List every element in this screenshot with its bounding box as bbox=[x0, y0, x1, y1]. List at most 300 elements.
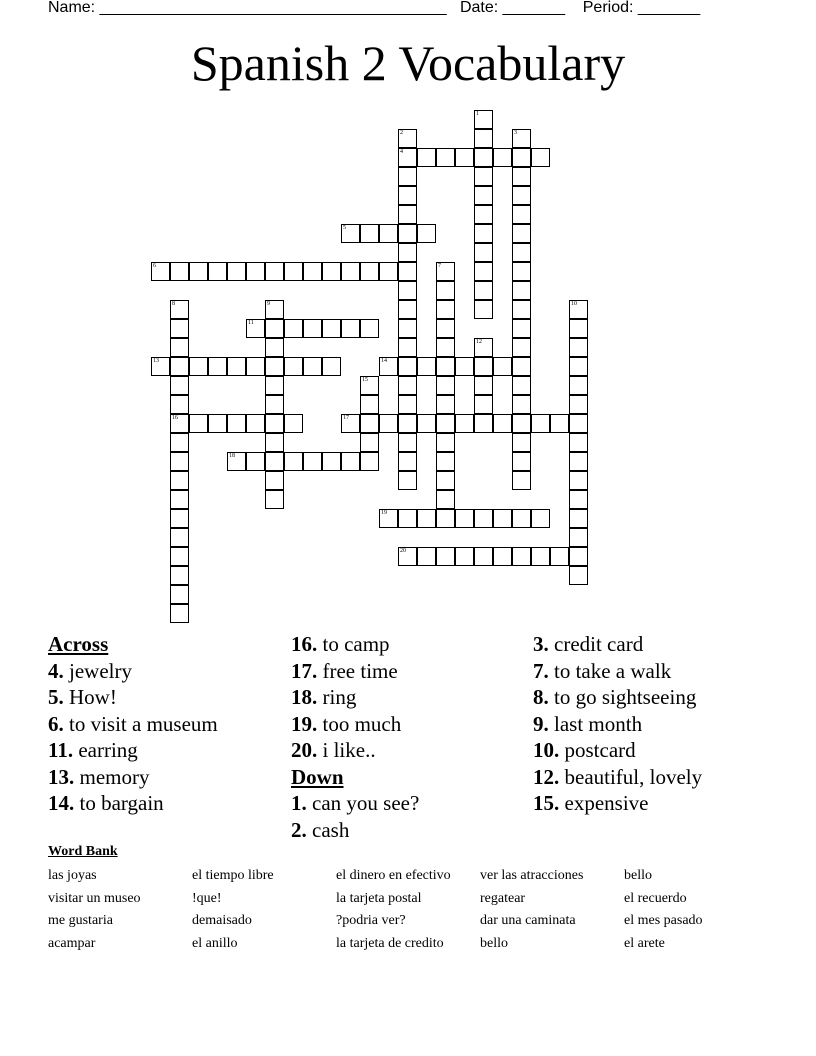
clue-item bbox=[533, 631, 702, 658]
crossword-cell[interactable] bbox=[474, 395, 493, 414]
crossword-cell[interactable] bbox=[436, 471, 455, 490]
clue-number: 7. bbox=[533, 658, 549, 683]
clue-number: 10. bbox=[533, 738, 560, 762]
crossword-cell[interactable] bbox=[170, 376, 189, 395]
word-bank-item: demaisado bbox=[192, 913, 252, 928]
crossword-cell[interactable] bbox=[360, 319, 379, 338]
crossword-cell[interactable] bbox=[265, 300, 284, 319]
crossword-cell[interactable] bbox=[569, 528, 588, 547]
crossword-cell[interactable] bbox=[569, 471, 588, 490]
crossword-cell[interactable] bbox=[531, 414, 550, 433]
date-label: Date: bbox=[459, 0, 499, 16]
clue-number: 15. bbox=[533, 791, 560, 815]
crossword-cell[interactable] bbox=[398, 300, 417, 319]
clue-text: How! bbox=[69, 685, 117, 709]
clue-item bbox=[533, 711, 702, 738]
crossword-cell[interactable] bbox=[284, 414, 303, 433]
period-blank[interactable]: _______ bbox=[637, 0, 701, 16]
crossword-cell[interactable] bbox=[512, 395, 531, 414]
name-blank[interactable]: _______________________________________ bbox=[99, 0, 447, 16]
crossword-cell[interactable] bbox=[379, 414, 398, 433]
crossword-cell[interactable] bbox=[512, 224, 531, 243]
crossword-cell[interactable] bbox=[246, 414, 265, 433]
cell-number: 6 bbox=[153, 263, 156, 269]
down-heading: Down bbox=[291, 764, 344, 789]
clue-text: to take a walk bbox=[554, 658, 672, 683]
crossword-cell[interactable] bbox=[170, 547, 189, 566]
clue-text: ring bbox=[322, 685, 357, 709]
crossword-cell[interactable] bbox=[474, 243, 493, 262]
clues-column-3 bbox=[533, 631, 702, 817]
crossword-cell[interactable] bbox=[398, 452, 417, 471]
clue-text: expensive bbox=[564, 791, 649, 815]
crossword-cell[interactable] bbox=[512, 376, 531, 395]
crossword-cell[interactable] bbox=[512, 452, 531, 471]
cell-number: 20 bbox=[400, 548, 406, 554]
clue-item bbox=[291, 790, 419, 817]
crossword-cell[interactable] bbox=[474, 357, 493, 376]
crossword-cell[interactable] bbox=[493, 547, 512, 566]
crossword-cell[interactable] bbox=[398, 243, 417, 262]
crossword-cell[interactable] bbox=[170, 338, 189, 357]
crossword-cell[interactable] bbox=[512, 281, 531, 300]
crossword-cell[interactable] bbox=[398, 395, 417, 414]
crossword-cell[interactable] bbox=[208, 357, 227, 376]
crossword-cell[interactable] bbox=[170, 452, 189, 471]
crossword-cell[interactable] bbox=[474, 186, 493, 205]
page-title: Spanish 2 Vocabulary bbox=[190, 35, 626, 91]
crossword-cell[interactable] bbox=[569, 566, 588, 585]
cell-number: 13 bbox=[153, 358, 159, 364]
crossword-cell[interactable] bbox=[550, 547, 569, 566]
crossword-cell[interactable] bbox=[398, 547, 417, 566]
crossword-cell[interactable] bbox=[379, 262, 398, 281]
crossword-cell[interactable] bbox=[227, 452, 246, 471]
crossword-cell[interactable] bbox=[341, 414, 360, 433]
crossword-cell[interactable] bbox=[455, 414, 474, 433]
crossword-cell[interactable] bbox=[474, 338, 493, 357]
clue-item bbox=[48, 658, 218, 685]
across-heading: Across bbox=[48, 632, 109, 656]
crossword-cell[interactable] bbox=[303, 357, 322, 376]
crossword-cell[interactable] bbox=[303, 452, 322, 471]
crossword-cell[interactable] bbox=[474, 414, 493, 433]
crossword-cell[interactable] bbox=[474, 262, 493, 281]
crossword-cell[interactable] bbox=[360, 452, 379, 471]
clue-number: 6. bbox=[48, 711, 64, 736]
cell-number: 5 bbox=[343, 225, 346, 231]
clue-item bbox=[48, 790, 218, 817]
cell-number: 11 bbox=[248, 320, 254, 326]
crossword-cell[interactable] bbox=[170, 471, 189, 490]
word-bank-item: el arete bbox=[624, 935, 665, 951]
crossword-cell[interactable] bbox=[474, 205, 493, 224]
clue-number: 18. bbox=[291, 685, 318, 709]
crossword-cell[interactable] bbox=[284, 319, 303, 338]
crossword-cell[interactable] bbox=[265, 338, 284, 357]
clue-number: 5. bbox=[48, 685, 64, 709]
crossword-cell[interactable] bbox=[493, 148, 512, 167]
clue-number: 14. bbox=[48, 791, 75, 815]
clue-item bbox=[48, 711, 218, 738]
crossword-cell[interactable] bbox=[379, 224, 398, 243]
clue-item bbox=[533, 658, 702, 685]
word-bank-item: !que! bbox=[192, 890, 222, 906]
crossword-cell[interactable] bbox=[474, 376, 493, 395]
clue-item bbox=[291, 684, 419, 711]
cell-number: 16 bbox=[172, 415, 178, 421]
crossword-cell[interactable] bbox=[151, 262, 170, 281]
cell-number: 10 bbox=[571, 301, 577, 307]
crossword-cell[interactable] bbox=[265, 319, 284, 338]
crossword-cell[interactable] bbox=[569, 433, 588, 452]
crossword-cell[interactable] bbox=[341, 224, 360, 243]
clue-number: 13. bbox=[48, 764, 75, 789]
crossword-cell[interactable] bbox=[170, 566, 189, 585]
crossword-cell[interactable] bbox=[398, 357, 417, 376]
clue-number: 11. bbox=[48, 738, 74, 762]
word-bank-item: el recuerdo bbox=[624, 890, 687, 906]
cell-number: 2 bbox=[400, 130, 403, 136]
crossword-cell[interactable] bbox=[512, 319, 531, 338]
crossword-cell[interactable] bbox=[569, 319, 588, 338]
date-blank[interactable]: _______ bbox=[502, 0, 565, 16]
crossword-cell[interactable] bbox=[227, 414, 246, 433]
crossword-cell[interactable] bbox=[246, 357, 265, 376]
crossword-cell[interactable] bbox=[493, 357, 512, 376]
crossword-cell[interactable] bbox=[151, 357, 170, 376]
crossword-cell[interactable] bbox=[569, 490, 588, 509]
crossword-cell[interactable] bbox=[512, 205, 531, 224]
crossword-cell[interactable] bbox=[569, 338, 588, 357]
crossword-cell[interactable] bbox=[284, 357, 303, 376]
clue-number: 8. bbox=[533, 685, 549, 709]
crossword-cell[interactable] bbox=[512, 262, 531, 281]
crossword-cell[interactable] bbox=[360, 224, 379, 243]
crossword-cell[interactable] bbox=[493, 414, 512, 433]
crossword-cell[interactable] bbox=[265, 262, 284, 281]
crossword-cell[interactable] bbox=[455, 509, 474, 528]
clue-number: 12. bbox=[533, 764, 560, 789]
crossword-cell[interactable] bbox=[512, 509, 531, 528]
crossword-cell[interactable] bbox=[360, 414, 379, 433]
cell-number: 12 bbox=[476, 339, 482, 345]
cell-number: 17 bbox=[343, 415, 349, 421]
crossword-cell[interactable] bbox=[417, 148, 436, 167]
word-bank-item: la tarjeta postal bbox=[336, 890, 422, 906]
crossword-cell[interactable] bbox=[208, 262, 227, 281]
crossword-cell[interactable] bbox=[398, 281, 417, 300]
crossword-cell[interactable] bbox=[417, 414, 436, 433]
crossword-cell[interactable] bbox=[265, 490, 284, 509]
clue-text: cash bbox=[312, 817, 350, 842]
cell-number: 3 bbox=[514, 130, 517, 136]
crossword-cell[interactable] bbox=[569, 547, 588, 566]
crossword-cell[interactable] bbox=[436, 357, 455, 376]
cell-number: 19 bbox=[381, 510, 387, 516]
clue-text: last month bbox=[554, 711, 643, 736]
crossword-cell[interactable] bbox=[436, 281, 455, 300]
crossword-cell[interactable] bbox=[398, 129, 417, 148]
cell-number: 8 bbox=[172, 301, 175, 307]
clue-item bbox=[48, 684, 218, 711]
cell-number: 4 bbox=[400, 149, 403, 155]
crossword-cell[interactable] bbox=[512, 148, 531, 167]
crossword-cell[interactable] bbox=[170, 604, 189, 623]
clue-item bbox=[291, 817, 419, 844]
crossword-cell[interactable] bbox=[455, 547, 474, 566]
crossword-cell[interactable] bbox=[322, 319, 341, 338]
crossword-cell[interactable] bbox=[246, 319, 265, 338]
crossword-cell[interactable] bbox=[265, 395, 284, 414]
clue-text: to visit a museum bbox=[69, 711, 218, 736]
crossword-cell[interactable] bbox=[170, 414, 189, 433]
clue-text: to camp bbox=[322, 632, 390, 656]
crossword-cell[interactable] bbox=[360, 433, 379, 452]
crossword-cell[interactable] bbox=[512, 414, 531, 433]
crossword-cell[interactable] bbox=[341, 452, 360, 471]
crossword-cell[interactable] bbox=[569, 395, 588, 414]
crossword-cell[interactable] bbox=[436, 414, 455, 433]
crossword-cell[interactable] bbox=[436, 452, 455, 471]
crossword-cell[interactable] bbox=[398, 319, 417, 338]
clue-number: 20. bbox=[291, 738, 318, 762]
crossword-cell[interactable] bbox=[265, 452, 284, 471]
clue-text: memory bbox=[79, 764, 150, 789]
crossword-cell[interactable] bbox=[303, 262, 322, 281]
crossword-cell[interactable] bbox=[512, 186, 531, 205]
clue-item bbox=[48, 764, 218, 791]
crossword-cell[interactable] bbox=[322, 357, 341, 376]
crossword-cell[interactable] bbox=[417, 547, 436, 566]
clue-text: too much bbox=[322, 711, 402, 736]
crossword-cell[interactable] bbox=[246, 262, 265, 281]
crossword-cell[interactable] bbox=[322, 452, 341, 471]
clue-item bbox=[533, 764, 702, 791]
crossword-cell[interactable] bbox=[512, 167, 531, 186]
word-bank-item: acampar bbox=[48, 935, 96, 951]
crossword-cell[interactable] bbox=[436, 262, 455, 281]
word-bank-item: bello bbox=[480, 935, 508, 951]
crossword-cell[interactable] bbox=[398, 205, 417, 224]
crossword-cell[interactable] bbox=[227, 357, 246, 376]
crossword-cell[interactable] bbox=[341, 319, 360, 338]
clue-item bbox=[291, 631, 419, 658]
crossword-cell[interactable] bbox=[474, 300, 493, 319]
crossword-cell[interactable] bbox=[569, 452, 588, 471]
word-bank-title: Word Bank bbox=[48, 844, 118, 859]
clue-item bbox=[291, 737, 419, 764]
crossword-cell[interactable] bbox=[436, 376, 455, 395]
word-bank-item: el mes pasado bbox=[624, 913, 703, 928]
clue-text: to go sightseeing bbox=[554, 685, 697, 709]
clue-number: 2. bbox=[291, 817, 307, 842]
crossword-cell[interactable] bbox=[360, 262, 379, 281]
crossword-cell[interactable] bbox=[436, 338, 455, 357]
crossword-cell[interactable] bbox=[512, 433, 531, 452]
clue-text: beautiful, lovely bbox=[564, 764, 703, 789]
crossword-cell[interactable] bbox=[512, 338, 531, 357]
crossword-cell[interactable] bbox=[170, 528, 189, 547]
crossword-cell[interactable] bbox=[398, 471, 417, 490]
crossword-cell[interactable] bbox=[512, 300, 531, 319]
crossword-cell[interactable] bbox=[265, 471, 284, 490]
word-bank-item: dar una caminata bbox=[480, 913, 576, 928]
crossword-cell[interactable] bbox=[170, 300, 189, 319]
crossword-cell[interactable] bbox=[265, 414, 284, 433]
clue-number: 9. bbox=[533, 711, 549, 736]
crossword-cell[interactable] bbox=[512, 547, 531, 566]
word-bank bbox=[48, 867, 808, 953]
crossword-cell[interactable] bbox=[474, 224, 493, 243]
clue-item bbox=[533, 737, 702, 764]
crossword-cell[interactable] bbox=[170, 395, 189, 414]
clue-number: 4. bbox=[48, 658, 64, 683]
crossword-cell[interactable] bbox=[436, 319, 455, 338]
crossword-cell[interactable] bbox=[474, 547, 493, 566]
crossword-cell[interactable] bbox=[455, 148, 474, 167]
word-bank-item: la tarjeta de credito bbox=[336, 935, 444, 951]
crossword-cell[interactable] bbox=[170, 319, 189, 338]
crossword-cell[interactable] bbox=[512, 471, 531, 490]
crossword-cell[interactable] bbox=[398, 224, 417, 243]
crossword-cell[interactable] bbox=[436, 547, 455, 566]
crossword-cell[interactable] bbox=[227, 262, 246, 281]
clues-column-1 bbox=[48, 631, 218, 817]
crossword-cell[interactable] bbox=[436, 300, 455, 319]
crossword-cell[interactable] bbox=[474, 129, 493, 148]
crossword-cell[interactable] bbox=[512, 357, 531, 376]
crossword-cell[interactable] bbox=[436, 490, 455, 509]
crossword-cell[interactable] bbox=[398, 338, 417, 357]
crossword-cell[interactable] bbox=[569, 357, 588, 376]
crossword-cell[interactable] bbox=[360, 395, 379, 414]
crossword-cell[interactable] bbox=[189, 262, 208, 281]
word-bank-item: ver las atracciones bbox=[480, 868, 584, 883]
clue-number: 3. bbox=[533, 632, 549, 656]
clue-text: earring bbox=[78, 738, 138, 762]
crossword-cell[interactable] bbox=[170, 585, 189, 604]
crossword-cell[interactable] bbox=[265, 357, 284, 376]
crossword-cell[interactable] bbox=[322, 262, 341, 281]
crossword-cell[interactable] bbox=[474, 110, 493, 129]
crossword-cell[interactable] bbox=[569, 300, 588, 319]
crossword-cell[interactable] bbox=[474, 167, 493, 186]
crossword-cell[interactable] bbox=[512, 129, 531, 148]
crossword-cell[interactable] bbox=[360, 376, 379, 395]
crossword-cell[interactable] bbox=[493, 509, 512, 528]
crossword-cell[interactable] bbox=[550, 414, 569, 433]
crossword-cell[interactable] bbox=[398, 376, 417, 395]
crossword-cell[interactable] bbox=[265, 433, 284, 452]
crossword-cell[interactable] bbox=[436, 148, 455, 167]
crossword-cell[interactable] bbox=[398, 186, 417, 205]
clue-number: 17. bbox=[291, 658, 318, 683]
crossword-cell[interactable] bbox=[398, 433, 417, 452]
cell-number: 7 bbox=[438, 263, 441, 269]
clue-item bbox=[291, 658, 419, 685]
cell-number: 18 bbox=[229, 453, 235, 459]
crossword-cell[interactable] bbox=[341, 262, 360, 281]
crossword-cell[interactable] bbox=[246, 452, 265, 471]
crossword-cell[interactable] bbox=[284, 452, 303, 471]
word-bank-item: ?podria ver? bbox=[336, 913, 406, 928]
crossword-cell[interactable] bbox=[379, 357, 398, 376]
crossword-cell[interactable] bbox=[569, 509, 588, 528]
crossword-cell[interactable] bbox=[531, 509, 550, 528]
crossword-cell[interactable] bbox=[170, 490, 189, 509]
period-label: Period: bbox=[582, 0, 634, 16]
word-bank-item: visitar un museo bbox=[48, 890, 141, 906]
crossword-cell[interactable] bbox=[531, 148, 550, 167]
crossword-cell[interactable] bbox=[512, 243, 531, 262]
crossword-cell[interactable] bbox=[379, 509, 398, 528]
crossword-cell[interactable] bbox=[189, 357, 208, 376]
crossword-cell[interactable] bbox=[208, 414, 227, 433]
crossword-cell[interactable] bbox=[417, 224, 436, 243]
crossword-cell[interactable] bbox=[531, 547, 550, 566]
crossword-cell[interactable] bbox=[474, 148, 493, 167]
crossword-cell[interactable] bbox=[170, 433, 189, 452]
crossword-cell[interactable] bbox=[398, 167, 417, 186]
crossword-cell[interactable] bbox=[398, 148, 417, 167]
crossword-cell[interactable] bbox=[569, 376, 588, 395]
crossword-cell[interactable] bbox=[170, 509, 189, 528]
crossword-cell[interactable] bbox=[436, 433, 455, 452]
crossword-cell[interactable] bbox=[265, 376, 284, 395]
crossword-cell[interactable] bbox=[398, 509, 417, 528]
crossword-cell[interactable] bbox=[474, 281, 493, 300]
clues-column-2 bbox=[291, 631, 419, 843]
crossword-cell[interactable] bbox=[398, 262, 417, 281]
clue-number: 1. bbox=[291, 791, 307, 815]
cell-number: 9 bbox=[267, 301, 270, 307]
crossword-cell[interactable] bbox=[284, 262, 303, 281]
clue-item bbox=[533, 684, 702, 711]
clue-text: free time bbox=[322, 658, 398, 683]
crossword-cell[interactable] bbox=[303, 319, 322, 338]
crossword-cell[interactable] bbox=[417, 357, 436, 376]
crossword-cell[interactable] bbox=[189, 414, 208, 433]
clue-text: postcard bbox=[564, 738, 636, 762]
crossword-cell[interactable] bbox=[474, 509, 493, 528]
word-bank-item: el anillo bbox=[192, 935, 238, 951]
cell-number: 1 bbox=[476, 111, 479, 117]
clue-number: 19. bbox=[291, 711, 318, 736]
clue-text: i like.. bbox=[322, 738, 376, 762]
cell-number: 15 bbox=[362, 377, 368, 383]
crossword-cell[interactable] bbox=[170, 357, 189, 376]
crossword-cell[interactable] bbox=[398, 414, 417, 433]
word-bank-item: el dinero en efectivo bbox=[336, 868, 451, 883]
word-bank-item: bello bbox=[624, 868, 652, 883]
crossword-cell[interactable] bbox=[417, 509, 436, 528]
clue-number: 16. bbox=[291, 632, 318, 656]
clue-item bbox=[291, 711, 419, 738]
crossword-cell[interactable] bbox=[436, 395, 455, 414]
word-bank-item: me gustaria bbox=[48, 913, 113, 928]
name-label: Name: bbox=[48, 0, 96, 16]
clue-text: jewelry bbox=[69, 658, 132, 683]
crossword-cell[interactable] bbox=[436, 509, 455, 528]
clue-item bbox=[533, 790, 702, 817]
word-bank-item: regatear bbox=[480, 890, 526, 906]
crossword-cell[interactable] bbox=[170, 262, 189, 281]
clue-text: to bargain bbox=[79, 791, 164, 815]
clue-item bbox=[48, 737, 218, 764]
crossword-cell[interactable] bbox=[569, 414, 588, 433]
crossword-cell[interactable] bbox=[455, 357, 474, 376]
